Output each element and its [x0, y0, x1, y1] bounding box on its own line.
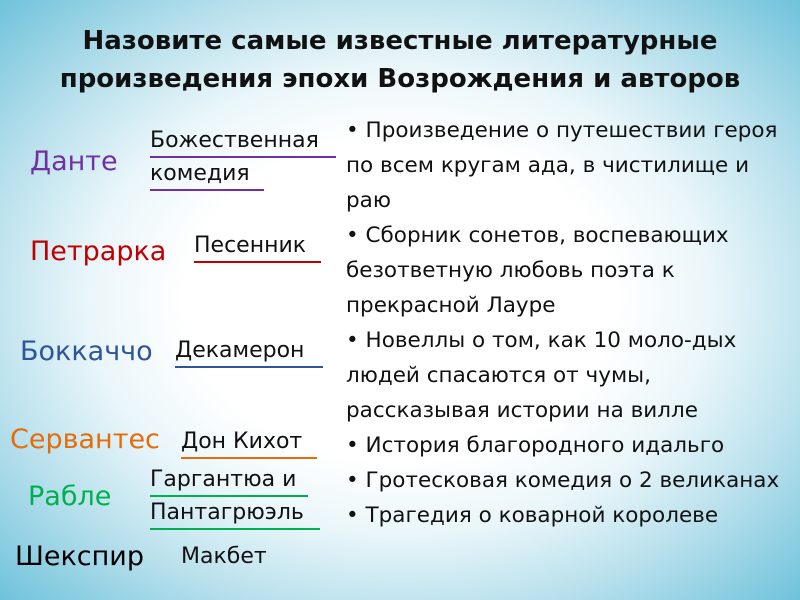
slide-title-line-1: Назовите самые известные литературные: [82, 26, 718, 56]
author-boccaccio: Боккаччо: [20, 336, 153, 367]
description-item-boccaccio: • Новеллы о том, как 10 моло-дых людей спасаются от чумы, рассказывая истории на вилле: [346, 323, 786, 428]
work-rabelais-line-2: Пантагрюэль: [150, 498, 320, 530]
description-item-cervantes: • История благородного идальго: [346, 428, 786, 463]
work-shakespeare-title: Макбет: [181, 544, 267, 569]
work-dante-line-2: комедия: [150, 159, 264, 191]
work-dante-line-1: Божественная: [150, 126, 336, 158]
work-boccaccio-title: Декамерон: [175, 336, 323, 368]
work-rabelais: [150, 464, 320, 530]
work-shakespeare: [181, 541, 267, 573]
author-dante: Данте: [30, 146, 118, 177]
work-dante: [150, 125, 336, 191]
work-petrarca: [194, 230, 321, 263]
author-rabelais: Рабле: [28, 481, 112, 512]
work-cervantes-title: Дон Кихот: [181, 427, 317, 459]
description-item-dante: • Произведение о путешествии героя по всем кругам ада, в чистилище и раю: [346, 113, 786, 218]
work-cervantes: [181, 426, 317, 459]
slide-title-line-2: произведения эпохи Возрождения и авторов: [59, 64, 741, 94]
work-petrarca-title: Песенник: [194, 231, 321, 263]
work-boccaccio: [175, 335, 323, 368]
author-cervantes: Сервантес: [10, 424, 160, 455]
description-item-petrarca: • Сборник сонетов, воспевающих безответную любовь поэта к прекрасной Лауре: [346, 218, 786, 323]
description-list: [346, 113, 786, 533]
author-petrarca: Петрарка: [30, 236, 167, 267]
description-item-rabelais: • Гротесковая комедия о 2 великанах: [346, 463, 786, 498]
description-item-shakespeare: • Трагедия о коварной королеве: [346, 498, 786, 533]
slide-title: [20, 22, 780, 98]
author-shakespeare: Шекспир: [15, 541, 144, 572]
work-rabelais-line-1: Гаргантюа и: [150, 465, 308, 497]
